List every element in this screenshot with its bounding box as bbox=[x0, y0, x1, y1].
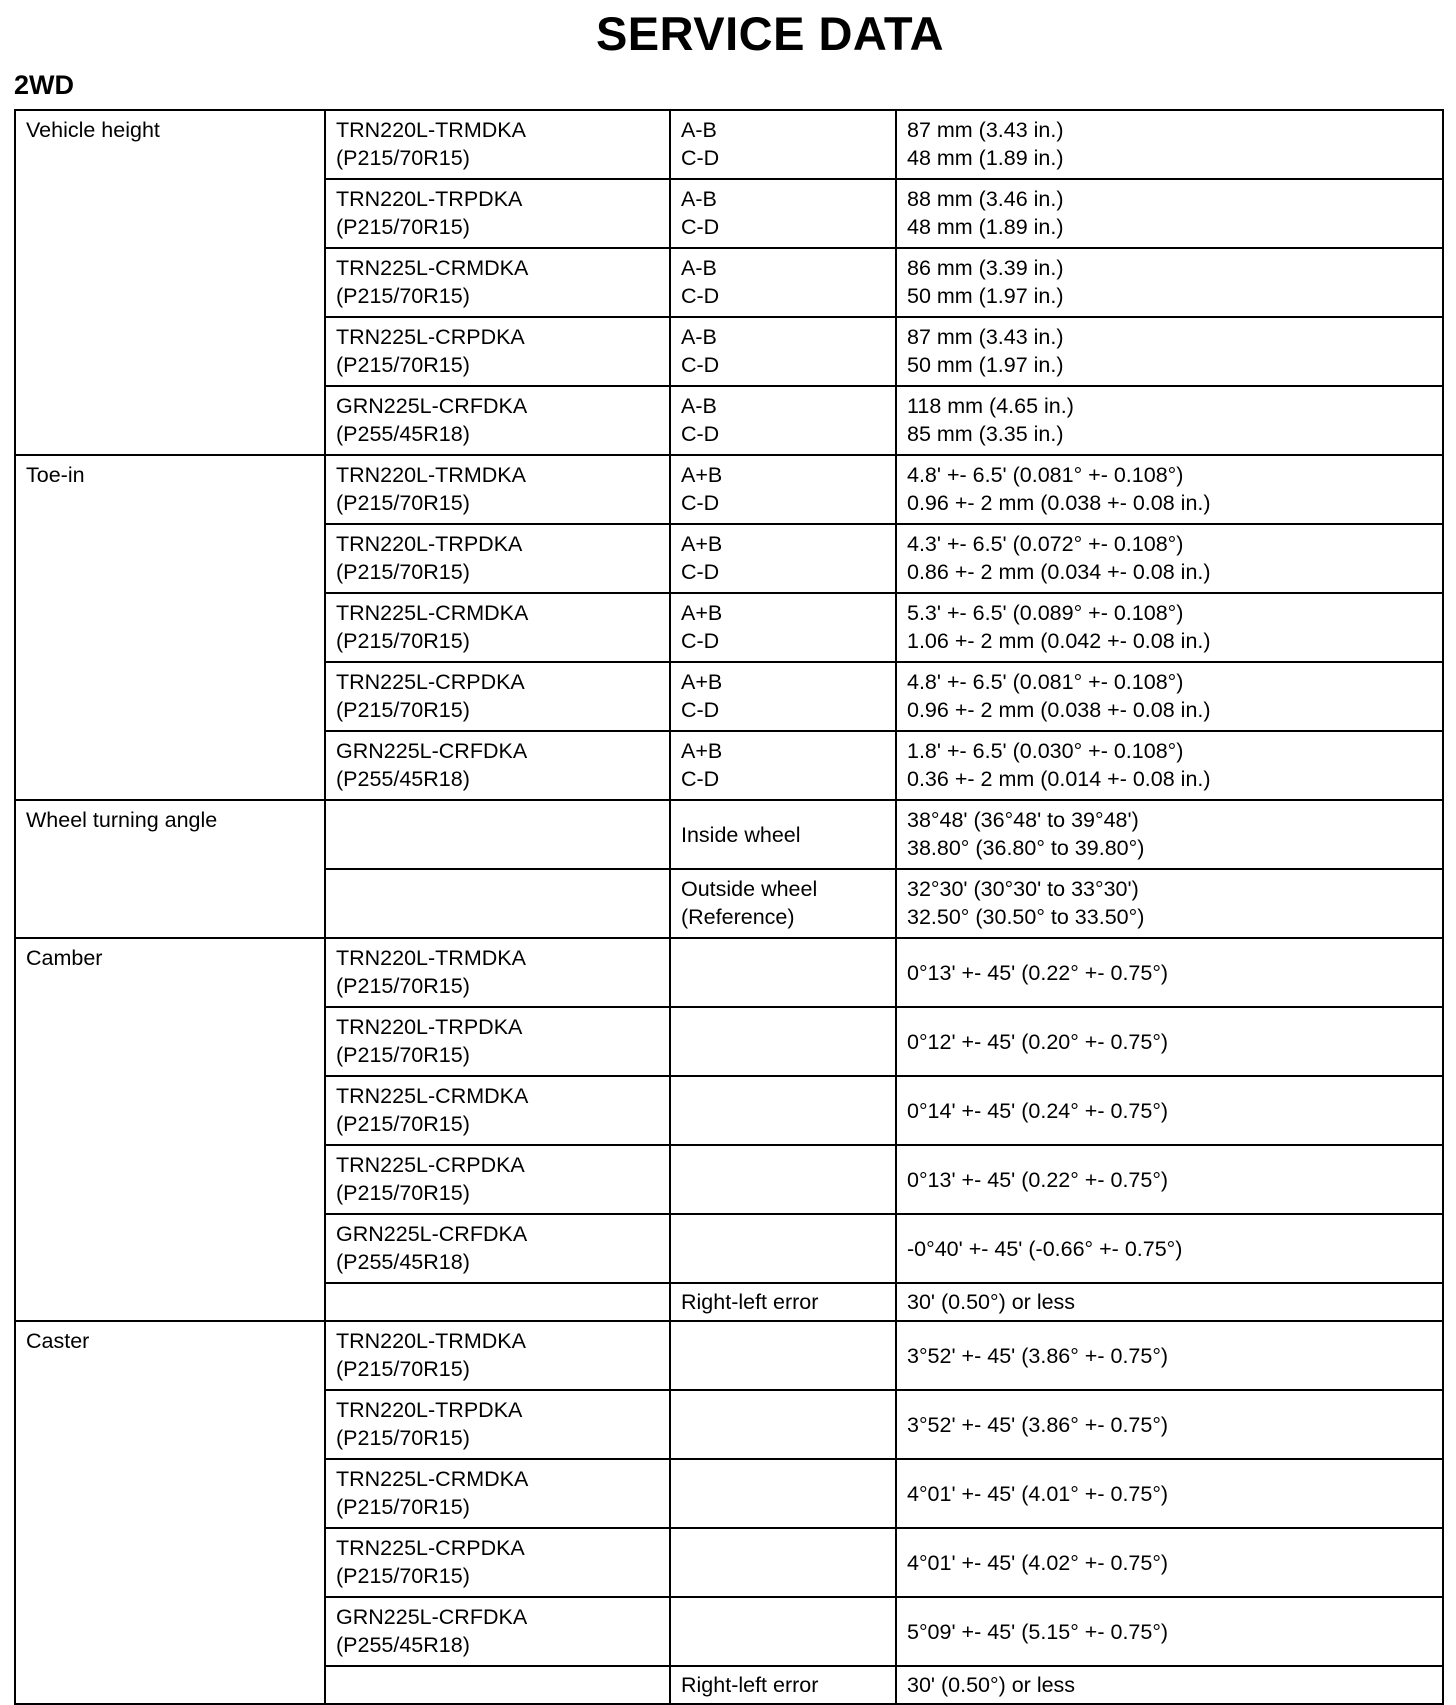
position-label: A-B bbox=[681, 256, 717, 280]
model-code: TRN225L-CRMDKA bbox=[336, 601, 529, 625]
condition-cell bbox=[670, 869, 896, 938]
model-cell bbox=[325, 317, 670, 386]
position-cell bbox=[670, 317, 896, 386]
spec-value: 4°01' +- 45' (4.02° +- 0.75°) bbox=[907, 1550, 1169, 1575]
value-cell bbox=[896, 1459, 1443, 1528]
camber-label-cell bbox=[15, 938, 325, 1321]
position-label: C-D bbox=[681, 353, 720, 377]
model-cell bbox=[325, 179, 670, 248]
tire-size: (P215/70R15) bbox=[336, 1181, 470, 1205]
model-code: TRN220L-TRPDKA bbox=[336, 187, 523, 211]
spec-value: 4°01' +- 45' (4.01° +- 0.75°) bbox=[907, 1481, 1169, 1506]
tire-size: (P215/70R15) bbox=[336, 1112, 470, 1136]
position-cell bbox=[670, 1076, 896, 1145]
spec-value: 38°48' (36°48' to 39°48') bbox=[907, 808, 1139, 832]
position-label: A+B bbox=[681, 463, 723, 487]
model-cell bbox=[325, 800, 670, 869]
model-cell bbox=[325, 1459, 670, 1528]
model-code: TRN220L-TRMDKA bbox=[336, 118, 526, 142]
model-cell bbox=[325, 869, 670, 938]
position-label: C-D bbox=[681, 491, 720, 515]
position-label: C-D bbox=[681, 560, 720, 584]
value-cell bbox=[896, 1321, 1443, 1390]
tire-size: (P255/45R18) bbox=[336, 767, 470, 791]
condition-cell bbox=[670, 1666, 896, 1704]
position-label: A-B bbox=[681, 187, 717, 211]
position-cell bbox=[670, 110, 896, 179]
spec-value: 0°13' +- 45' (0.22° +- 0.75°) bbox=[907, 1167, 1169, 1192]
position-cell bbox=[670, 731, 896, 800]
tire-size: (P215/70R15) bbox=[336, 1357, 470, 1381]
tire-size: (P215/70R15) bbox=[336, 1426, 470, 1450]
category-label: Wheel turning angle bbox=[26, 808, 218, 832]
position-label: A+B bbox=[681, 739, 723, 763]
spec-value: 4.3' +- 6.5' (0.072° +- 0.108°) bbox=[907, 532, 1184, 556]
model-cell bbox=[325, 731, 670, 800]
spec-value: 4.8' +- 6.5' (0.081° +- 0.108°) bbox=[907, 463, 1184, 487]
spec-value: -0°40' +- 45' (-0.66° +- 0.75°) bbox=[907, 1236, 1183, 1261]
position-cell bbox=[670, 1390, 896, 1459]
spec-value: 50 mm (1.97 in.) bbox=[907, 284, 1064, 308]
spec-value: 0.96 +- 2 mm (0.038 +- 0.08 in.) bbox=[907, 491, 1211, 515]
condition-label: Outside wheel bbox=[681, 877, 818, 901]
position-label: A-B bbox=[681, 394, 717, 418]
spec-value: 87 mm (3.43 in.) bbox=[907, 325, 1064, 349]
value-cell bbox=[896, 386, 1443, 455]
model-cell bbox=[325, 524, 670, 593]
table-row bbox=[15, 455, 1443, 524]
condition-label: (Reference) bbox=[681, 905, 795, 929]
model-code: TRN225L-CRMDKA bbox=[336, 1467, 529, 1491]
model-code: GRN225L-CRFDKA bbox=[336, 1605, 528, 1629]
table-row bbox=[15, 938, 1443, 1007]
tire-size: (P215/70R15) bbox=[336, 1043, 470, 1067]
position-label: C-D bbox=[681, 698, 720, 722]
position-label: A+B bbox=[681, 601, 723, 625]
model-cell bbox=[325, 593, 670, 662]
position-cell bbox=[670, 593, 896, 662]
value-cell bbox=[896, 869, 1443, 938]
value-cell bbox=[896, 593, 1443, 662]
position-cell bbox=[670, 386, 896, 455]
spec-value: 85 mm (3.35 in.) bbox=[907, 422, 1064, 446]
model-cell bbox=[325, 110, 670, 179]
value-cell bbox=[896, 1145, 1443, 1214]
position-cell bbox=[670, 455, 896, 524]
tire-size: (P215/70R15) bbox=[336, 215, 470, 239]
tire-size: (P255/45R18) bbox=[336, 1250, 470, 1274]
model-code: GRN225L-CRFDKA bbox=[336, 739, 528, 763]
model-cell bbox=[325, 1666, 670, 1704]
category-label: Caster bbox=[26, 1329, 90, 1353]
model-cell bbox=[325, 386, 670, 455]
tire-size: (P215/70R15) bbox=[336, 1564, 470, 1588]
position-cell bbox=[670, 248, 896, 317]
value-cell bbox=[896, 455, 1443, 524]
tire-size: (P215/70R15) bbox=[336, 560, 470, 584]
position-cell bbox=[670, 524, 896, 593]
tire-size: (P215/70R15) bbox=[336, 698, 470, 722]
model-code: TRN225L-CRPDKA bbox=[336, 1153, 525, 1177]
position-cell bbox=[670, 1145, 896, 1214]
toe-in-label-cell bbox=[15, 455, 325, 800]
spec-value: 3°52' +- 45' (3.86° +- 0.75°) bbox=[907, 1412, 1169, 1437]
spec-value: 0.36 +- 2 mm (0.014 +- 0.08 in.) bbox=[907, 767, 1211, 791]
model-code: TRN225L-CRPDKA bbox=[336, 670, 525, 694]
spec-value: 48 mm (1.89 in.) bbox=[907, 215, 1064, 239]
spec-value: 1.06 +- 2 mm (0.042 +- 0.08 in.) bbox=[907, 629, 1211, 653]
tire-size: (P215/70R15) bbox=[336, 284, 470, 308]
model-cell bbox=[325, 1528, 670, 1597]
value-cell bbox=[896, 1214, 1443, 1283]
value-cell bbox=[896, 662, 1443, 731]
tire-size: (P255/45R18) bbox=[336, 422, 470, 446]
model-code: GRN225L-CRFDKA bbox=[336, 1222, 528, 1246]
tire-size: (P215/70R15) bbox=[336, 1495, 470, 1519]
caster-label-cell bbox=[15, 1321, 325, 1704]
model-cell bbox=[325, 938, 670, 1007]
model-code: GRN225L-CRFDKA bbox=[336, 394, 528, 418]
model-code: TRN220L-TRPDKA bbox=[336, 1015, 523, 1039]
model-code: TRN225L-CRMDKA bbox=[336, 256, 529, 280]
model-cell bbox=[325, 1597, 670, 1666]
value-cell bbox=[896, 524, 1443, 593]
position-cell bbox=[670, 1528, 896, 1597]
value-cell bbox=[896, 731, 1443, 800]
value-cell bbox=[896, 1666, 1443, 1704]
position-cell bbox=[670, 1007, 896, 1076]
service-data-table bbox=[14, 109, 1444, 1705]
model-cell bbox=[325, 1145, 670, 1214]
spec-value: 86 mm (3.39 in.) bbox=[907, 256, 1064, 280]
spec-value: 0°13' +- 45' (0.22° +- 0.75°) bbox=[907, 960, 1169, 985]
spec-value: 48 mm (1.89 in.) bbox=[907, 146, 1064, 170]
spec-value: 32.50° (30.50° to 33.50°) bbox=[907, 905, 1145, 929]
position-label: C-D bbox=[681, 284, 720, 308]
condition-label: Right-left error bbox=[681, 1290, 819, 1314]
position-label: A+B bbox=[681, 670, 723, 694]
spec-value: 30' (0.50°) or less bbox=[907, 1673, 1076, 1697]
spec-value: 5.3' +- 6.5' (0.089° +- 0.108°) bbox=[907, 601, 1184, 625]
position-cell bbox=[670, 938, 896, 1007]
tire-size: (P215/70R15) bbox=[336, 974, 470, 998]
model-cell bbox=[325, 1007, 670, 1076]
spec-value: 30' (0.50°) or less bbox=[907, 1290, 1076, 1314]
position-label: C-D bbox=[681, 215, 720, 239]
model-cell bbox=[325, 1283, 670, 1321]
spec-value: 38.80° (36.80° to 39.80°) bbox=[907, 836, 1145, 860]
spec-value: 50 mm (1.97 in.) bbox=[907, 353, 1064, 377]
spec-value: 88 mm (3.46 in.) bbox=[907, 187, 1064, 211]
spec-value: 0.86 +- 2 mm (0.034 +- 0.08 in.) bbox=[907, 560, 1211, 584]
model-code: TRN225L-CRPDKA bbox=[336, 1536, 525, 1560]
table-row bbox=[15, 800, 1443, 869]
position-label: A+B bbox=[681, 532, 723, 556]
value-cell bbox=[896, 317, 1443, 386]
value-cell bbox=[896, 1390, 1443, 1459]
page-title: SERVICE DATA bbox=[595, 7, 945, 60]
position-label: C-D bbox=[681, 146, 720, 170]
section-heading: 2WD bbox=[14, 70, 74, 100]
model-code: TRN220L-TRMDKA bbox=[336, 946, 526, 970]
table-row bbox=[15, 1321, 1443, 1390]
value-cell bbox=[896, 938, 1443, 1007]
model-cell bbox=[325, 662, 670, 731]
model-code: TRN225L-CRMDKA bbox=[336, 1084, 529, 1108]
spec-value: 32°30' (30°30' to 33°30') bbox=[907, 877, 1139, 901]
value-cell bbox=[896, 248, 1443, 317]
wheel-turning-label-cell bbox=[15, 800, 325, 938]
condition-cell bbox=[670, 1283, 896, 1321]
position-cell bbox=[670, 1214, 896, 1283]
model-code: TRN220L-TRMDKA bbox=[336, 463, 526, 487]
spec-value: 0°12' +- 45' (0.20° +- 0.75°) bbox=[907, 1029, 1169, 1054]
condition-label: Inside wheel bbox=[681, 822, 801, 847]
model-cell bbox=[325, 1390, 670, 1459]
tire-size: (P215/70R15) bbox=[336, 146, 470, 170]
model-cell bbox=[325, 1214, 670, 1283]
position-label: C-D bbox=[681, 767, 720, 791]
spec-value: 5°09' +- 45' (5.15° +- 0.75°) bbox=[907, 1619, 1169, 1644]
value-cell bbox=[896, 179, 1443, 248]
position-cell bbox=[670, 1597, 896, 1666]
condition-cell bbox=[670, 800, 896, 869]
value-cell bbox=[896, 110, 1443, 179]
position-label: C-D bbox=[681, 422, 720, 446]
tire-size: (P215/70R15) bbox=[336, 353, 470, 377]
position-cell bbox=[670, 179, 896, 248]
condition-label: Right-left error bbox=[681, 1673, 819, 1697]
spec-value: 3°52' +- 45' (3.86° +- 0.75°) bbox=[907, 1343, 1169, 1368]
model-cell bbox=[325, 455, 670, 524]
model-code: TRN220L-TRPDKA bbox=[336, 1398, 523, 1422]
value-cell bbox=[896, 1283, 1443, 1321]
position-cell bbox=[670, 1321, 896, 1390]
spec-value: 118 mm (4.65 in.) bbox=[907, 394, 1074, 418]
spec-value: 0°14' +- 45' (0.24° +- 0.75°) bbox=[907, 1098, 1169, 1123]
spec-value: 1.8' +- 6.5' (0.030° +- 0.108°) bbox=[907, 739, 1184, 763]
position-label: A-B bbox=[681, 325, 717, 349]
spec-value: 87 mm (3.43 in.) bbox=[907, 118, 1064, 142]
value-cell bbox=[896, 1597, 1443, 1666]
value-cell bbox=[896, 1007, 1443, 1076]
value-cell bbox=[896, 800, 1443, 869]
model-code: TRN220L-TRPDKA bbox=[336, 532, 523, 556]
model-cell bbox=[325, 1076, 670, 1145]
spec-value: 4.8' +- 6.5' (0.081° +- 0.108°) bbox=[907, 670, 1184, 694]
spec-value: 0.96 +- 2 mm (0.038 +- 0.08 in.) bbox=[907, 698, 1211, 722]
model-cell bbox=[325, 1321, 670, 1390]
category-label: Vehicle height bbox=[26, 118, 160, 142]
tire-size: (P215/70R15) bbox=[336, 491, 470, 515]
vehicle-height-label-cell bbox=[15, 110, 325, 455]
tire-size: (P255/45R18) bbox=[336, 1633, 470, 1657]
model-code: TRN220L-TRMDKA bbox=[336, 1329, 526, 1353]
position-cell bbox=[670, 1459, 896, 1528]
tire-size: (P215/70R15) bbox=[336, 629, 470, 653]
table-body bbox=[15, 110, 1443, 1704]
position-cell bbox=[670, 662, 896, 731]
model-code: TRN225L-CRPDKA bbox=[336, 325, 525, 349]
position-label: C-D bbox=[681, 629, 720, 653]
value-cell bbox=[896, 1528, 1443, 1597]
table-row bbox=[15, 110, 1443, 179]
model-cell bbox=[325, 248, 670, 317]
category-label: Toe-in bbox=[26, 463, 85, 487]
value-cell bbox=[896, 1076, 1443, 1145]
category-label: Camber bbox=[26, 946, 103, 970]
position-label: A-B bbox=[681, 118, 717, 142]
